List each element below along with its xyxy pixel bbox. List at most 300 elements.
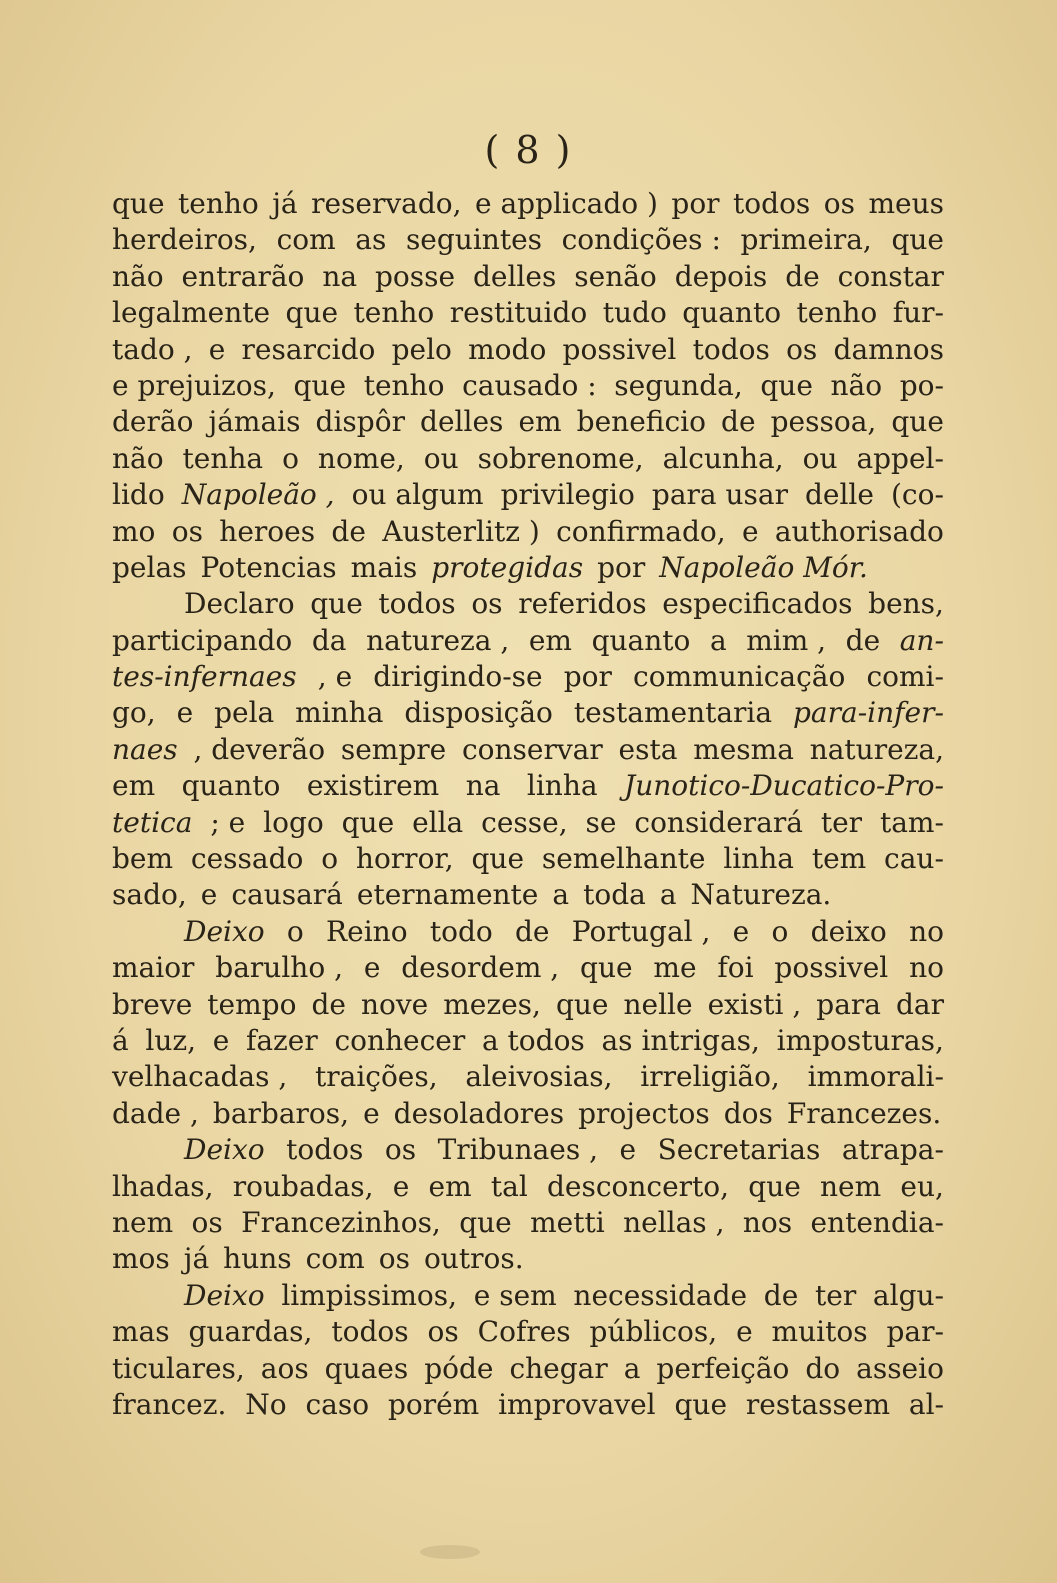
word: Cofres (477, 1315, 571, 1349)
word: metti (530, 1205, 605, 1239)
word: e (200, 878, 218, 912)
word: Deixo (184, 1133, 265, 1167)
word: sempre (340, 732, 447, 766)
word: no (909, 914, 944, 948)
word: tenho (178, 187, 259, 220)
word: se (585, 805, 617, 839)
word: restituido (449, 296, 588, 330)
word: os (384, 1133, 417, 1167)
word: todos (286, 1133, 364, 1167)
word: que (112, 187, 165, 220)
text-line (112, 1278, 944, 1314)
word: entendia- (810, 1205, 944, 1239)
word: tem (811, 842, 867, 876)
body-text (112, 186, 944, 1423)
word: heroes (219, 514, 316, 548)
word: e (212, 1023, 230, 1057)
word: Francezes. (786, 1096, 942, 1130)
text-line (112, 332, 944, 368)
word: conhecer (334, 1023, 466, 1057)
word: mais (350, 550, 418, 584)
word: tenho (796, 296, 878, 330)
word: de (845, 623, 881, 657)
word: o (286, 914, 304, 948)
word: públicos, (589, 1315, 718, 1349)
word: com (305, 1242, 365, 1276)
word: asseio (856, 1351, 944, 1385)
word: que (285, 296, 339, 330)
word: dar (895, 987, 944, 1021)
word: naes (112, 732, 178, 766)
word: em (112, 769, 156, 803)
word: do (805, 1351, 841, 1385)
word: á (112, 1023, 129, 1057)
word: sado, (112, 878, 187, 912)
page-number: ( 8 ) (484, 128, 573, 172)
word: na (465, 769, 501, 803)
word: eternamente (356, 878, 539, 912)
word: protegidas (431, 550, 584, 584)
word: os (191, 1205, 223, 1239)
word: os (427, 1315, 459, 1349)
word: que (891, 223, 944, 257)
word: lido (112, 478, 165, 512)
word: todos (733, 187, 811, 220)
word: herdeiros, (112, 223, 257, 257)
word: limpissimos, (281, 1278, 458, 1312)
word: que (310, 587, 363, 621)
text-line (112, 295, 944, 331)
word: authorisado (774, 514, 944, 548)
word: , deverão (193, 732, 326, 766)
word: Reino (326, 914, 408, 948)
word: barbaros, (212, 1096, 350, 1130)
word: as intrigas, (601, 1023, 760, 1057)
word: que (471, 842, 525, 876)
word: improvavel (498, 1387, 656, 1421)
word: Portugal , (571, 914, 711, 948)
word: que (580, 951, 633, 985)
word: tes-infernaes (112, 660, 297, 694)
word: projectos (578, 1096, 710, 1130)
text-line (112, 514, 944, 550)
word: o (321, 842, 339, 876)
word: por (671, 187, 720, 220)
word: bens, (868, 587, 944, 621)
word: nove (360, 987, 429, 1021)
text-line (112, 768, 944, 804)
word: comi- (866, 660, 944, 694)
word: luz, (145, 1023, 197, 1057)
word: Austerlitz ) (382, 514, 540, 548)
word: atrapa- (841, 1133, 944, 1167)
word: po- (899, 368, 944, 402)
word: irreligião, (640, 1060, 780, 1094)
word: fur- (892, 296, 944, 330)
word: mim , (746, 623, 827, 657)
word: Tribunaes , (437, 1133, 599, 1167)
word: aleivosias, (465, 1060, 613, 1094)
word: cau- (884, 842, 944, 876)
word: de (785, 259, 820, 293)
word: mo (112, 514, 156, 548)
word: ter (820, 805, 863, 839)
word: pessoa, (770, 405, 877, 439)
word: já (272, 187, 298, 220)
word: participando (112, 623, 293, 657)
word: não (830, 368, 883, 402)
text-line (112, 877, 944, 913)
word: Napoleão , (181, 478, 335, 512)
word: esta (618, 732, 678, 766)
word: com (276, 223, 336, 257)
word: os (823, 187, 855, 220)
word: legalmente (112, 296, 271, 330)
word: horror, (355, 842, 454, 876)
text-line (112, 259, 944, 295)
word: jámais (208, 405, 301, 439)
word: an- (899, 623, 944, 657)
word: Deixo (184, 1278, 265, 1312)
word: e (732, 914, 750, 948)
word: guardas, (188, 1315, 313, 1349)
word: nome, (317, 441, 405, 475)
word: os (786, 332, 818, 366)
word: que (341, 805, 395, 839)
word: imposturas, (776, 1023, 944, 1057)
word: linha (723, 842, 794, 876)
text-line (112, 441, 944, 477)
word: toda (583, 878, 646, 912)
text-line (112, 1059, 944, 1095)
word: quanto (591, 623, 691, 657)
word: nos (742, 1205, 793, 1239)
word: me (653, 951, 697, 985)
text-line (112, 623, 944, 659)
word: necessidade (573, 1278, 748, 1312)
text-line (112, 368, 944, 404)
word: causado : (462, 368, 597, 402)
word: restassem (745, 1387, 891, 1421)
word: condições : (561, 223, 721, 257)
word: nem (112, 1205, 174, 1239)
word: nellas , (623, 1205, 725, 1239)
text-line (112, 404, 944, 440)
word: tetica (112, 805, 193, 839)
text-line (112, 1169, 944, 1205)
word: e (736, 1315, 753, 1349)
word: tenho (353, 296, 435, 330)
word: cesse, (481, 805, 568, 839)
word: eu, (900, 1169, 944, 1203)
word: ter (815, 1278, 857, 1312)
word: fazer (245, 1023, 318, 1057)
word: e (208, 332, 226, 366)
text-line (112, 914, 944, 950)
text-line (112, 987, 944, 1023)
text-line (112, 1205, 944, 1241)
word: posse (374, 259, 456, 293)
word: Napoleão Mór. (659, 550, 868, 584)
word: reservado, (311, 187, 462, 220)
word: privilegio (500, 478, 635, 512)
word: dirigindo-se (373, 660, 543, 694)
word: desoladores (393, 1096, 565, 1130)
text-line (112, 841, 944, 877)
word: barulho , (215, 951, 343, 985)
word: desordem , (401, 951, 560, 985)
text-line (112, 1241, 944, 1277)
word: e (619, 1133, 637, 1167)
word: no (909, 951, 944, 985)
word: cessado (190, 842, 304, 876)
word: natureza, (809, 732, 944, 766)
word: que (459, 1205, 512, 1239)
word: linha (526, 769, 598, 803)
text-line (112, 732, 944, 768)
word: Junotico-Ducatico-Pro- (624, 769, 944, 803)
word: dos (723, 1096, 773, 1130)
word: os (378, 1242, 410, 1276)
word: outros. (423, 1242, 524, 1276)
word: de (515, 914, 550, 948)
word: immorali- (807, 1060, 944, 1094)
text-line (112, 1387, 944, 1423)
word: Francezinhos, (241, 1205, 441, 1239)
word: e (363, 1096, 380, 1130)
word: mesma (693, 732, 794, 766)
text-line (112, 1132, 944, 1168)
word: ticulares, (112, 1351, 245, 1385)
text-line (112, 805, 944, 841)
text-line (112, 222, 944, 258)
word: os (471, 587, 503, 621)
word: al- (908, 1387, 944, 1421)
word: em (428, 1169, 472, 1203)
word: possivel (562, 332, 677, 366)
word: por (563, 660, 612, 694)
word: da (311, 623, 347, 657)
word: Deixo (184, 914, 265, 948)
word: quanto (181, 769, 281, 803)
word: ; e (210, 805, 246, 839)
word: todo (429, 914, 493, 948)
word: primeira, (740, 223, 872, 257)
word: meus (868, 187, 944, 220)
word: sobrenome, (477, 441, 644, 475)
word: considerará (634, 805, 803, 839)
word: existi , (707, 987, 802, 1021)
word: mas (112, 1315, 170, 1349)
word: Natureza. (690, 878, 832, 912)
text-line (112, 1351, 944, 1387)
word: ou algum (351, 478, 484, 512)
word: velhacadas , (112, 1060, 288, 1094)
text-line (112, 477, 944, 513)
word: a (552, 878, 570, 912)
word: tenha (182, 441, 264, 475)
text-line (112, 550, 944, 586)
word: traições, (314, 1060, 438, 1094)
word: deixo (810, 914, 887, 948)
word: que (674, 1387, 728, 1421)
word: todos (378, 587, 456, 621)
word: todos (692, 332, 770, 366)
word: mos (112, 1242, 170, 1276)
word: , e (317, 660, 353, 694)
word: causará (231, 878, 343, 912)
word: testamentaria (573, 696, 773, 730)
word: Potencias (200, 550, 337, 584)
word: todos (331, 1315, 409, 1349)
word: referidos (518, 587, 647, 621)
word: caso (305, 1387, 370, 1421)
word: ella (412, 805, 464, 839)
word: senão (574, 259, 657, 293)
word: e prejuizos, (112, 368, 276, 402)
word: delle (804, 478, 874, 512)
text-line (112, 1314, 944, 1350)
word: tam- (879, 805, 944, 839)
word: Secretarias (657, 1133, 821, 1167)
word: a (659, 878, 677, 912)
word: de (763, 1278, 799, 1312)
word: dade , (112, 1096, 199, 1130)
text-line (112, 1023, 944, 1059)
word: porém (387, 1387, 480, 1421)
word: muitos (771, 1315, 868, 1349)
word: segunda, (614, 368, 743, 402)
text-line (112, 1096, 944, 1132)
word: para usar (651, 478, 788, 512)
word: que (748, 1169, 801, 1203)
word: entrarão (181, 259, 305, 293)
word: algu- (872, 1278, 944, 1312)
word: os (171, 514, 203, 548)
word: seguintes (405, 223, 543, 257)
word: delles (472, 259, 557, 293)
word: foi (717, 951, 754, 985)
word: de (311, 987, 346, 1021)
word: não (112, 441, 164, 475)
word: constar (837, 259, 944, 293)
word: tempo (207, 987, 297, 1021)
word: possivel (774, 951, 889, 985)
word: tado , (112, 332, 193, 366)
word: logo (263, 805, 324, 839)
word: francez. (112, 1387, 227, 1421)
word: que (760, 368, 813, 402)
word: semelhante (541, 842, 706, 876)
word: pela (214, 696, 275, 730)
word: desconcerto, (546, 1169, 730, 1203)
word: as (355, 223, 387, 257)
word: derão (112, 405, 194, 439)
word: modo (468, 332, 547, 366)
word: roubadas, (232, 1169, 374, 1203)
word: depois (674, 259, 768, 293)
ink-smudge (420, 1545, 480, 1559)
word: communicação (633, 660, 846, 694)
word: No (245, 1387, 287, 1421)
word: huns (223, 1242, 292, 1276)
word: a todos (481, 1023, 585, 1057)
text-line (112, 950, 944, 986)
word: na (322, 259, 358, 293)
word: conservar (461, 732, 603, 766)
word: maior (112, 951, 195, 985)
word: pelo (391, 332, 452, 366)
word: Declaro (184, 587, 295, 621)
word: nelle (623, 987, 693, 1021)
text-line (112, 659, 944, 695)
word: par- (886, 1315, 944, 1349)
word: perfeição (656, 1351, 790, 1385)
text-line (112, 586, 944, 622)
word: a (709, 623, 727, 657)
word: quanto (682, 296, 782, 330)
word: para (816, 987, 881, 1021)
word: chegar (509, 1351, 608, 1385)
word: que (293, 368, 347, 402)
word: tudo (602, 296, 667, 330)
word: o (771, 914, 789, 948)
word: nem (820, 1169, 882, 1203)
word: lhadas, (112, 1169, 214, 1203)
word: já (183, 1242, 210, 1276)
word: minha (295, 696, 384, 730)
word: breve (112, 987, 193, 1021)
word: delles (420, 405, 504, 439)
word: a (623, 1351, 641, 1385)
word: tenho (363, 368, 445, 402)
word: damnos (833, 332, 944, 366)
word: e (392, 1169, 410, 1203)
word: confirmado, (556, 514, 726, 548)
word: mezes, (443, 987, 541, 1021)
word: de (331, 514, 366, 548)
word: beneficio (576, 405, 706, 439)
word: tal (490, 1169, 528, 1203)
word: quaes (324, 1351, 409, 1385)
word: aos (260, 1351, 309, 1385)
text-line (112, 695, 944, 731)
word: disposição (404, 696, 553, 730)
word: especificados (662, 587, 853, 621)
word: não (112, 259, 164, 293)
word: em (518, 405, 562, 439)
word: para-infer- (793, 696, 944, 730)
word: bem (112, 842, 174, 876)
word: existirem (306, 769, 440, 803)
word: em (528, 623, 572, 657)
text-line (112, 186, 944, 222)
word: póde (424, 1351, 494, 1385)
word: e sem (473, 1278, 557, 1312)
word: e (363, 951, 381, 985)
word: natureza , (366, 623, 510, 657)
word: pelas (112, 550, 187, 584)
word: que (891, 405, 944, 439)
word: ou (802, 441, 838, 475)
word: e (176, 696, 194, 730)
word: o (282, 441, 299, 475)
word: ou (423, 441, 459, 475)
word: e (741, 514, 759, 548)
word: go, (112, 696, 156, 730)
word: que (555, 987, 609, 1021)
word: appel- (856, 441, 944, 475)
